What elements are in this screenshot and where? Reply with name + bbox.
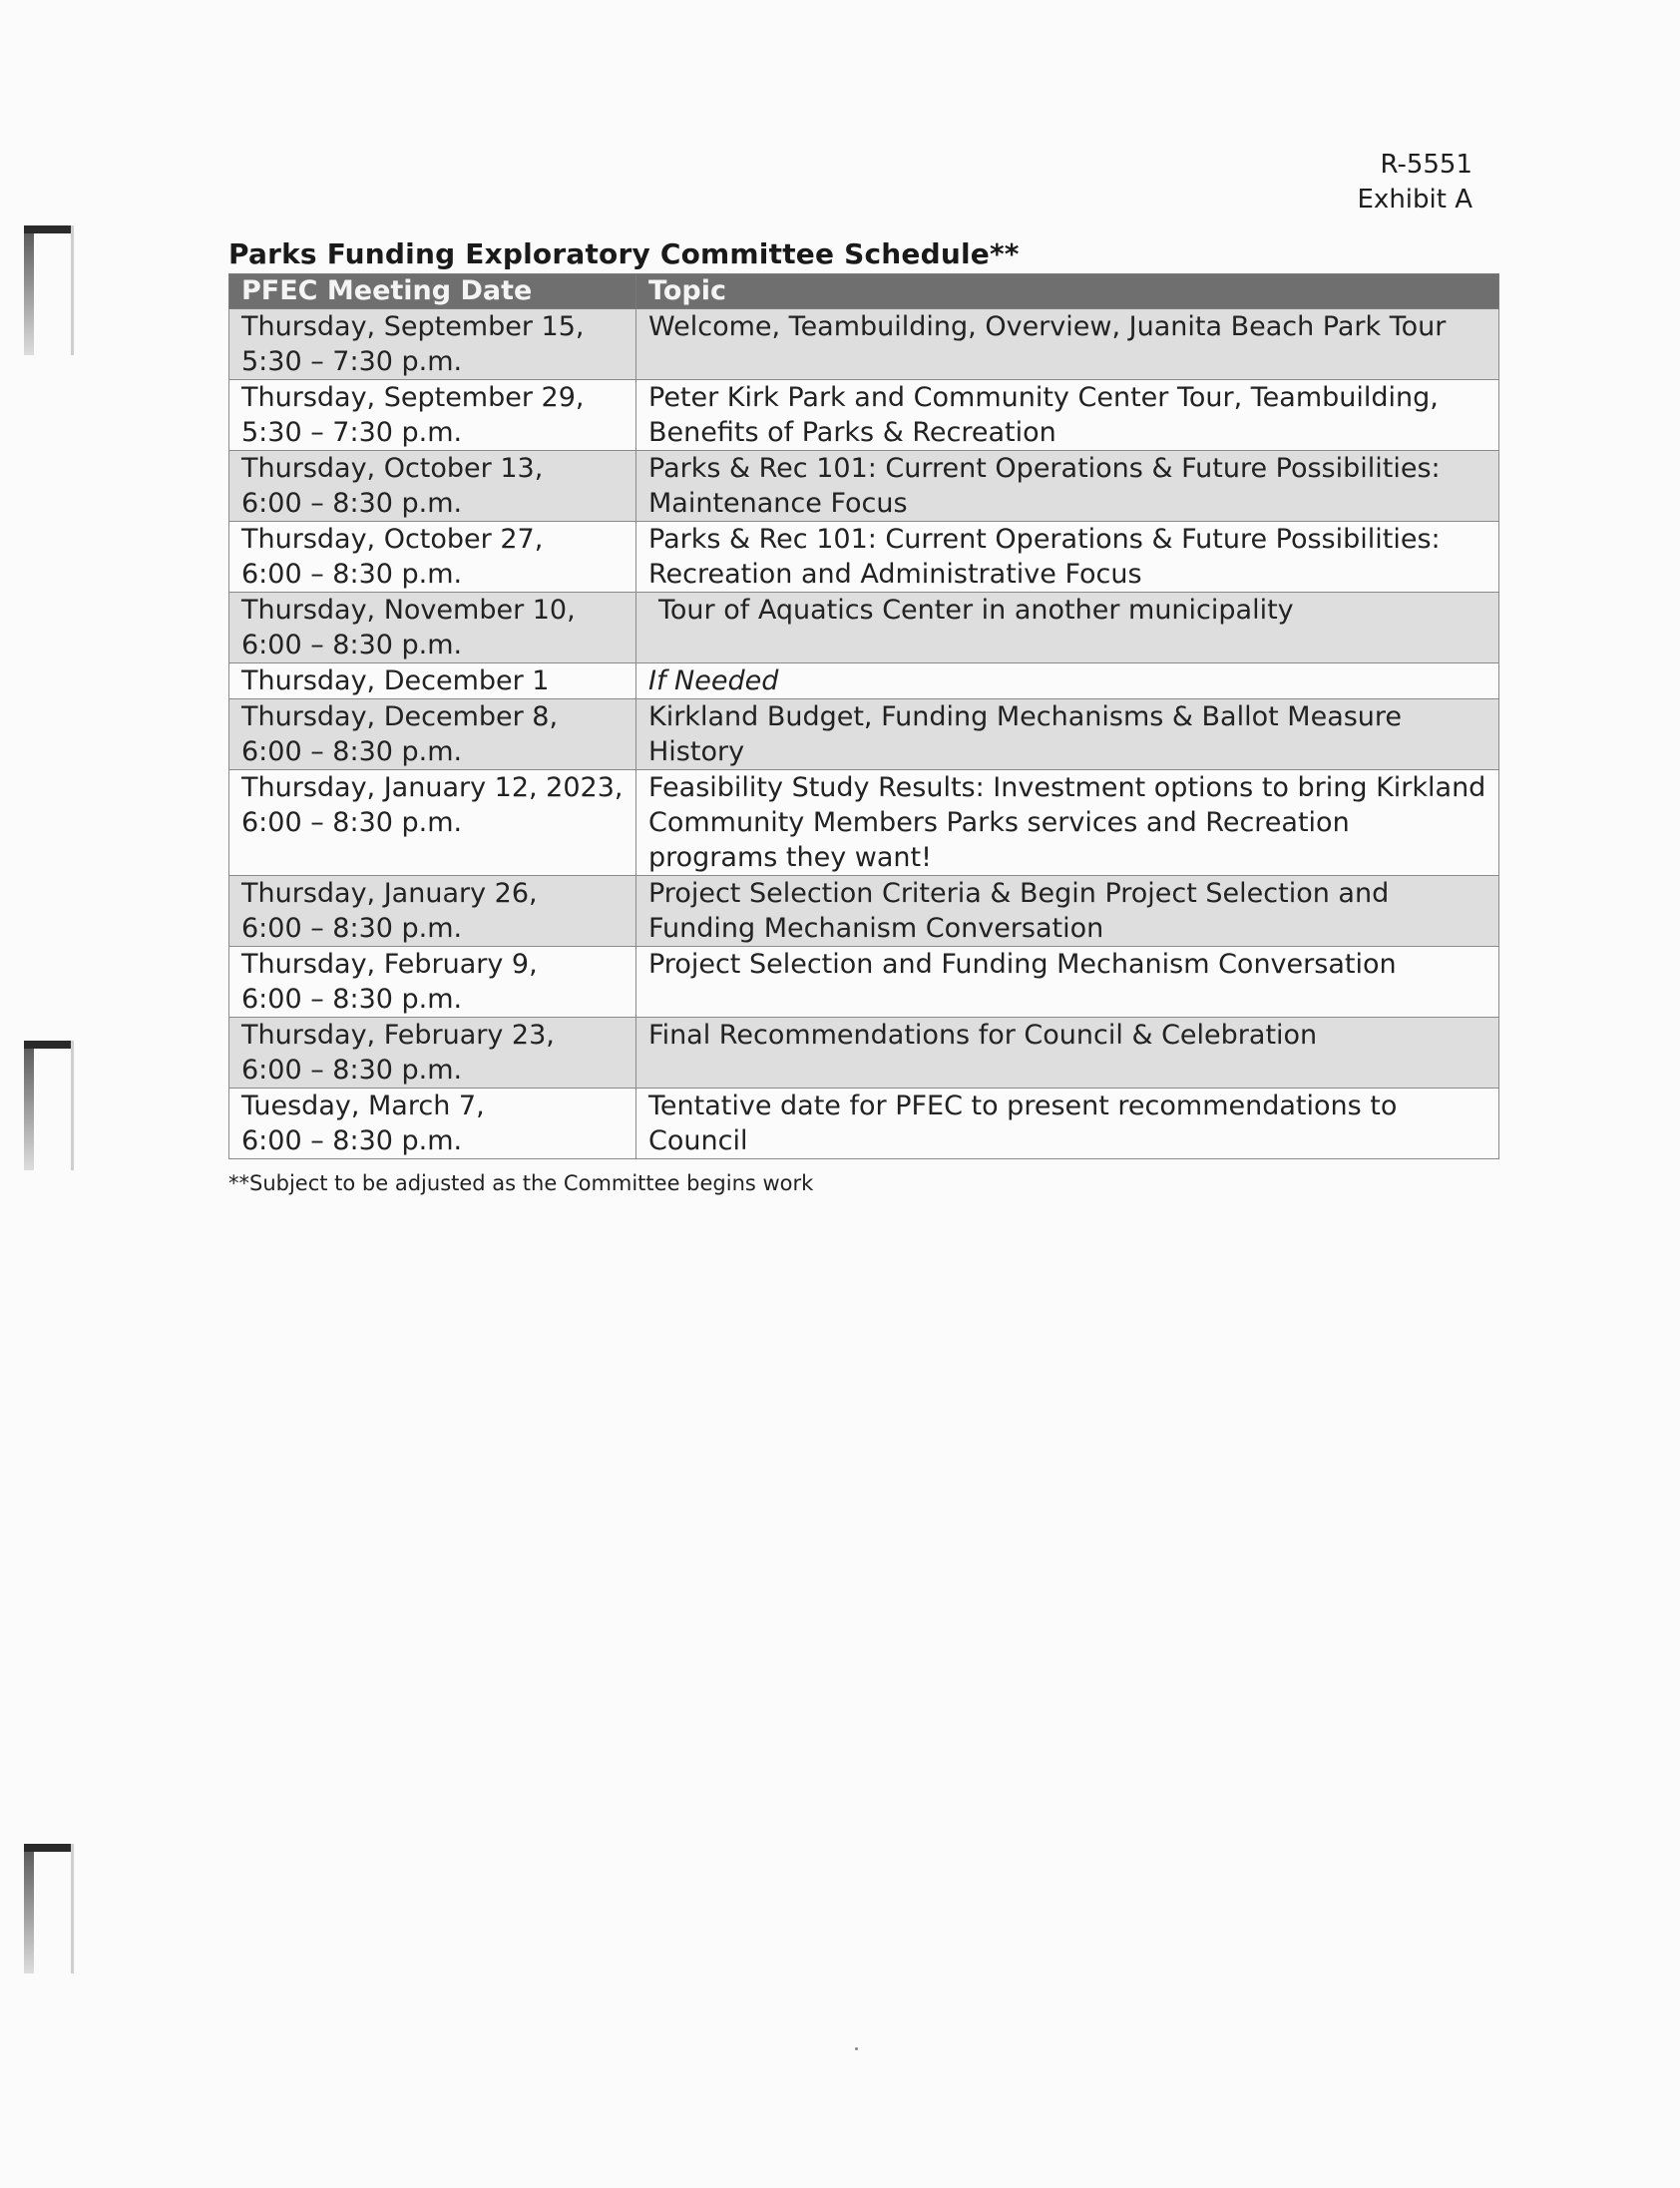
meeting-topic: Parks & Rec 101: Current Operations & Future Possibilities: Maintenance Focus bbox=[636, 451, 1499, 522]
meeting-date-cell bbox=[229, 451, 636, 522]
meeting-time: 6:00 – 8:30 p.m. bbox=[241, 1055, 463, 1086]
meeting-date: Thursday, October 27, bbox=[241, 524, 544, 555]
binder-punch-mark bbox=[24, 225, 74, 355]
page-title: Parks Funding Exploratory Committee Schedule** bbox=[228, 237, 1020, 270]
table-row bbox=[229, 770, 1499, 876]
column-header-date: PFEC Meeting Date bbox=[229, 274, 636, 309]
meeting-topic: Tour of Aquatics Center in another municipality bbox=[636, 593, 1499, 663]
table-row bbox=[229, 663, 1499, 699]
meeting-topic: Welcome, Teambuilding, Overview, Juanita Beach Park Tour bbox=[636, 309, 1499, 380]
meeting-topic: Tentative date for PFEC to present recommendations to Council bbox=[636, 1089, 1499, 1159]
meeting-time: 5:30 – 7:30 p.m. bbox=[241, 417, 463, 448]
meeting-time: 6:00 – 8:30 p.m. bbox=[241, 559, 463, 590]
table-row bbox=[229, 309, 1499, 380]
table-row bbox=[229, 699, 1499, 770]
meeting-topic: Feasibility Study Results: Investment options to bring Kirkland Community Members Parks services and Recreation programs they want! bbox=[636, 770, 1499, 876]
meeting-date-cell bbox=[229, 876, 636, 947]
meeting-topic: Parks & Rec 101: Current Operations & Future Possibilities: Recreation and Administrative Focus bbox=[636, 522, 1499, 593]
column-header-topic: Topic bbox=[636, 274, 1499, 309]
meeting-date: Tuesday, March 7, bbox=[241, 1091, 485, 1121]
table-row bbox=[229, 1018, 1499, 1089]
meeting-topic: Peter Kirk Park and Community Center Tour, Teambuilding, Benefits of Parks & Recreation bbox=[636, 380, 1499, 451]
meeting-time: 6:00 – 8:30 p.m. bbox=[241, 736, 463, 767]
meeting-date: Thursday, February 23, bbox=[241, 1020, 555, 1051]
meeting-date-cell bbox=[229, 1018, 636, 1089]
schedule-table bbox=[228, 273, 1499, 1159]
meeting-date-cell bbox=[229, 309, 636, 380]
meeting-time: 6:00 – 8:30 p.m. bbox=[241, 913, 463, 944]
meeting-date-cell bbox=[229, 593, 636, 663]
meeting-time: 6:00 – 8:30 p.m. bbox=[241, 984, 463, 1015]
footnote: **Subject to be adjusted as the Committee begins work bbox=[228, 1171, 814, 1195]
schedule-body bbox=[229, 309, 1499, 1159]
table-row bbox=[229, 1089, 1499, 1159]
binder-punch-mark bbox=[24, 1844, 74, 1973]
meeting-topic: Final Recommendations for Council & Celebration bbox=[636, 1018, 1499, 1089]
meeting-time: 6:00 – 8:30 p.m. bbox=[241, 488, 463, 519]
binder-punch-mark bbox=[24, 1041, 74, 1170]
ref-number: R-5551 bbox=[1380, 150, 1472, 180]
meeting-topic: Project Selection and Funding Mechanism Conversation bbox=[636, 947, 1499, 1018]
meeting-date-cell bbox=[229, 522, 636, 593]
meeting-time: 6:00 – 8:30 p.m. bbox=[241, 630, 463, 660]
meeting-date-cell bbox=[229, 699, 636, 770]
meeting-date: Thursday, January 26, bbox=[241, 878, 538, 909]
meeting-date: Thursday, December 8, bbox=[241, 701, 559, 732]
meeting-time: 5:30 – 7:30 p.m. bbox=[241, 346, 463, 377]
exhibit-label: Exhibit A bbox=[1357, 185, 1472, 215]
meeting-time: 6:00 – 8:30 p.m. bbox=[241, 1125, 463, 1156]
table-row bbox=[229, 947, 1499, 1018]
meeting-topic: If Needed bbox=[636, 663, 1499, 699]
scan-speck bbox=[855, 2047, 858, 2050]
meeting-date-cell bbox=[229, 947, 636, 1018]
meeting-time: 6:00 – 8:30 p.m. bbox=[241, 807, 463, 838]
table-header-row bbox=[229, 274, 1499, 309]
meeting-date-cell bbox=[229, 770, 636, 876]
table-row bbox=[229, 451, 1499, 522]
meeting-date: Thursday, November 10, bbox=[241, 595, 576, 626]
table-row bbox=[229, 522, 1499, 593]
table-row bbox=[229, 380, 1499, 451]
table-row bbox=[229, 593, 1499, 663]
meeting-date: Thursday, January 12, 2023, bbox=[241, 772, 624, 803]
meeting-topic: Project Selection Criteria & Begin Project Selection and Funding Mechanism Conversation bbox=[636, 876, 1499, 947]
meeting-date: Thursday, February 9, bbox=[241, 949, 538, 980]
meeting-date: Thursday, October 13, bbox=[241, 453, 544, 484]
table-row bbox=[229, 876, 1499, 947]
meeting-topic: Kirkland Budget, Funding Mechanisms & Ballot Measure History bbox=[636, 699, 1499, 770]
meeting-date-cell bbox=[229, 1089, 636, 1159]
meeting-date-cell bbox=[229, 663, 636, 699]
meeting-date: Thursday, September 15, bbox=[241, 311, 585, 342]
meeting-date-cell bbox=[229, 380, 636, 451]
document-reference bbox=[1358, 148, 1473, 218]
meeting-date: Thursday, December 1 bbox=[241, 665, 550, 696]
meeting-date: Thursday, September 29, bbox=[241, 382, 585, 413]
